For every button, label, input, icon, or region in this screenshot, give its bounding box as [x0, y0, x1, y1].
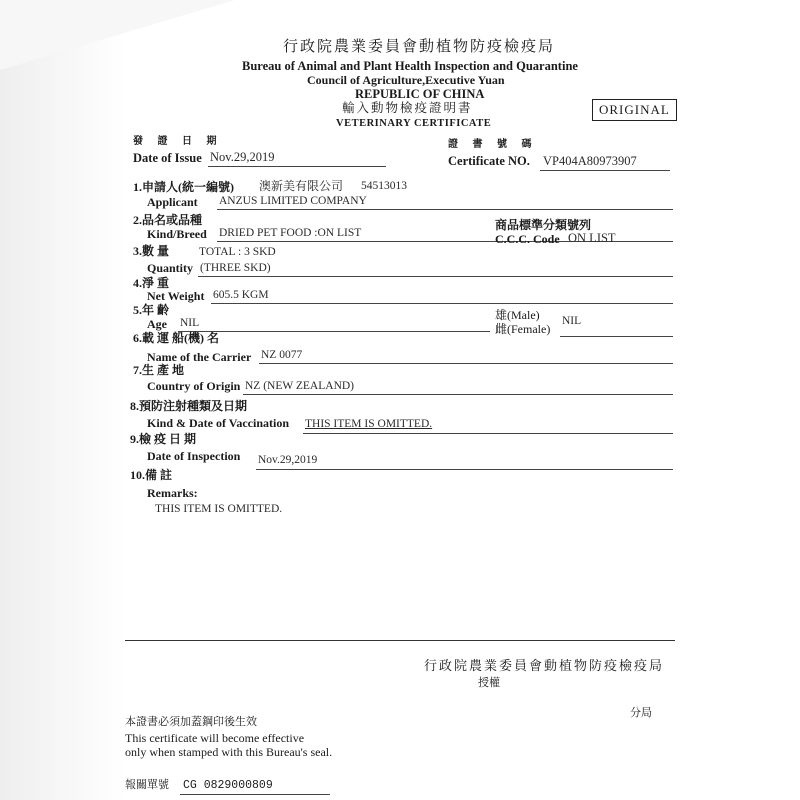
issue-date-line — [208, 166, 386, 167]
declaration-label-zh: 報關單號 — [125, 779, 169, 791]
carrier-value: NZ 0077 — [261, 349, 303, 361]
inspection-label-zh: 9.檢 疫 日 期 — [130, 432, 197, 446]
male-label: 雄(Male) — [495, 308, 540, 322]
quantity-words: (THREE SKD) — [200, 262, 271, 274]
quantity-line — [198, 276, 673, 277]
footer-divider — [125, 640, 675, 641]
original-stamp: ORIGINAL — [592, 99, 677, 121]
female-label: 雌(Female) — [495, 322, 551, 336]
weight-value: 605.5 KGM — [213, 289, 269, 301]
ccc-label: C.C.C. Code — [495, 232, 560, 246]
inspection-line — [256, 469, 673, 470]
carrier-label-zh: 6.載 運 船(機) 名 — [133, 331, 219, 345]
bureau-name-en: Bureau of Animal and Plant Health Inspection and Quarantine — [242, 59, 578, 73]
cert-no-label-zh: 證 書 號 碼 — [448, 139, 538, 150]
bureau-name-zh: 行政院農業委員會動植物防疫檢疫局 — [283, 39, 556, 55]
remarks-label-zh: 10.備 註 — [130, 468, 173, 482]
notice-en-2: only when stamped with this Bureau's seal. — [125, 745, 333, 759]
carrier-line — [259, 363, 673, 364]
applicant-label: Applicant — [147, 195, 198, 209]
origin-line — [243, 394, 673, 395]
declaration-line — [180, 794, 330, 795]
weight-label: Net Weight — [147, 289, 205, 303]
weight-label-zh: 4.淨 重 — [133, 276, 170, 290]
cert-no-value: VP404A80973907 — [543, 154, 637, 168]
sex-value: NIL — [562, 315, 582, 327]
cert-no-line — [540, 170, 670, 171]
age-value: NIL — [180, 317, 200, 329]
vaccination-label: Kind & Date of Vaccination — [147, 416, 290, 430]
document-title-zh: 輸入動物檢疫證明書 — [342, 101, 473, 115]
council-name: Council of Agriculture,Executive Yuan — [307, 73, 505, 87]
remarks-value: THIS ITEM IS OMITTED. — [155, 503, 283, 515]
weight-line — [211, 303, 673, 304]
applicant-label-zh: 1.申請人(統一編號) — [133, 180, 234, 194]
quantity-label: Quantity — [147, 261, 194, 275]
age-label: Age — [147, 317, 167, 331]
sex-line — [560, 336, 673, 337]
cert-no-label: Certificate NO. — [448, 154, 530, 168]
kind-value: DRIED PET FOOD :ON LIST — [219, 227, 362, 239]
kind-label: Kind/Breed — [147, 227, 207, 241]
age-line — [178, 331, 490, 332]
document-title-en: VETERINARY CERTIFICATE — [336, 118, 492, 129]
origin-label-zh: 7.生 產 地 — [133, 363, 185, 377]
notice-zh: 本證書必須加蓋鋼印後生效 — [125, 716, 257, 728]
vaccination-line — [303, 433, 673, 434]
ccc-label-zh: 商品標準分類號列 — [495, 218, 592, 232]
applicant-name: ANZUS LIMITED COMPANY — [219, 195, 367, 207]
authorized-zh: 授權 — [478, 677, 500, 689]
origin-value: NZ (NEW ZEALAND) — [245, 380, 355, 392]
applicant-name-zh: 澳新美有限公司 — [259, 179, 344, 193]
carrier-label: Name of the Carrier — [147, 350, 252, 364]
issue-date-value: Nov.29,2019 — [210, 150, 275, 164]
quantity-label-zh: 3.數 量 — [133, 244, 170, 258]
age-label-zh: 5.年 齡 — [133, 303, 170, 317]
ccc-value: ON LIST — [568, 231, 616, 245]
applicant-id: 54513013 — [361, 180, 407, 192]
country-name: REPUBLIC OF CHINA — [355, 87, 485, 101]
issue-date-label: Date of Issue — [133, 151, 202, 165]
applicant-line — [217, 209, 673, 210]
kind-label-zh: 2.品名或品種 — [133, 213, 203, 227]
issue-date-label-zh: 發 證 日 期 — [133, 136, 223, 147]
vaccination-label-zh: 8.預防注射種類及日期 — [130, 399, 248, 413]
inspection-label: Date of Inspection — [147, 449, 241, 463]
inspection-value: Nov.29,2019 — [258, 454, 318, 466]
remarks-label: Remarks: — [147, 486, 198, 500]
declaration-number: CG 0829000809 — [183, 779, 273, 792]
page-shadow — [0, 0, 125, 800]
vaccination-value: THIS ITEM IS OMITTED. — [305, 418, 433, 430]
notice-en-1: This certificate will become effective — [125, 731, 305, 745]
quantity-value: TOTAL : 3 SKD — [199, 246, 276, 258]
branch-zh: 分局 — [630, 707, 652, 719]
origin-label: Country of Origin — [147, 379, 241, 393]
folded-corner — [0, 0, 235, 70]
authority-zh: 行政院農業委員會動植物防疫檢疫局 — [424, 658, 665, 673]
